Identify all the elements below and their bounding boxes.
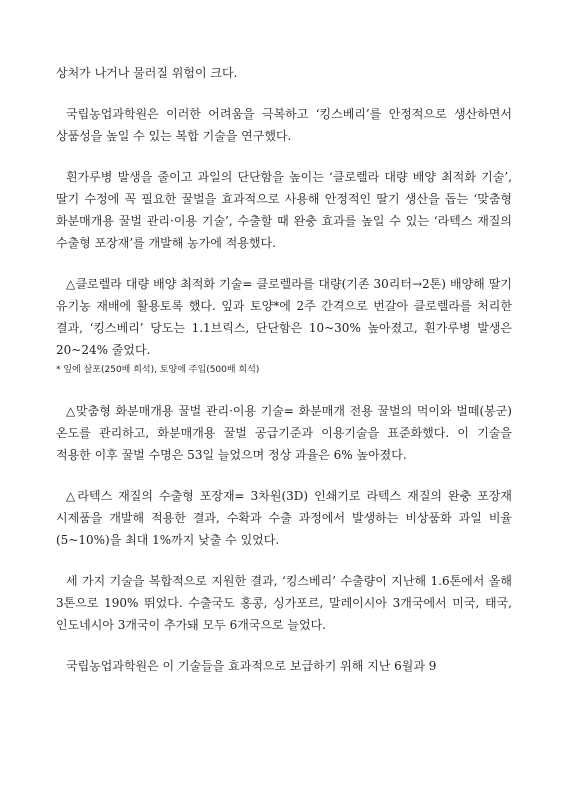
- article-body: [56, 62, 512, 696]
- paragraph: 국립농업과학원은 이러한 어려움을 극복하고 ‘킹스베리’를 안정적으로 생산하면서 상품성을 높일 수 있는 복합 기술을 연구했다.: [56, 107, 512, 143]
- paragraph: 상처가 나거나 물러질 위험이 크다.: [56, 66, 238, 80]
- paragraph: 흰가루병 발생을 줄이고 과일의 단단함을 높이는 ‘클로렐라 대량 배양 최적화 기술’, 딸기 수정에 꼭 필요한 꿀벌을 효과적으로 사용해 안정적인 딸기 생산을 돕는 ‘맞춤형 화분매개용 꿀벌 관리·이용 기술’, 수출할 때 완충 효과를 높일 수 있는 ‘라텍스 재질의 수출형 포장재’를 개발해 농가에 적용했다.: [56, 170, 512, 250]
- paragraph: △라텍스 재질의 수출형 포장재= 3차원(3D) 인쇄기로 라텍스 재질의 완충 포장재 시제품을 개발해 적용한 결과, 수확과 수출 과정에서 발생하는 비상품화 과일 비율(5~10%)을 최대 1%까지 낮출 수 있었다.: [56, 489, 512, 547]
- footnote: * 잎에 살포(250배 희석), 토양에 주입(500배 희석): [56, 365, 260, 375]
- paragraph: △클로렐라 대량 배양 최적화 기술= 클로렐라를 대량(기존 30리터→2톤) 배양해 딸기 유기농 재배에 활용토록 했다. 잎과 토양*에 2주 간격으로 번갈아 클로렐라를 처리한 결과, ‘킹스베리’ 당도는 1.1브릭스, 단단함은 10~30% 높아졌고, 흰가루병 발생은 20~24% 줄었다.: [56, 277, 512, 357]
- paragraph: △맞춤형 화분매개용 꿀벌 관리·이용 기술= 화분매개 전용 꿀벌의 먹이와 벌떼(봉군) 온도를 관리하고, 화분매개용 꿀벌 공급기준과 이용기술을 표준화했다. 이 기술을 적용한 이후 꿀벌 수명은 53일 늘었으며 정상 과율은 6% 높아졌다.: [56, 404, 512, 462]
- paragraph: 세 가지 기술을 복합적으로 지원한 결과, ‘킹스베리’ 수출량이 지난해 1.6톤에서 올해 3톤으로 190% 뛰었다. 수출국도 홍콩, 싱가포르, 말레이시아 3개국에서 미국, 태국, 인도네시아 3개국이 추가돼 모두 6개국으로 늘었다.: [56, 574, 512, 632]
- paragraph: 국립농업과학원은 이 기술들을 효과적으로 보급하기 위해 지난 6월과 9: [66, 659, 437, 673]
